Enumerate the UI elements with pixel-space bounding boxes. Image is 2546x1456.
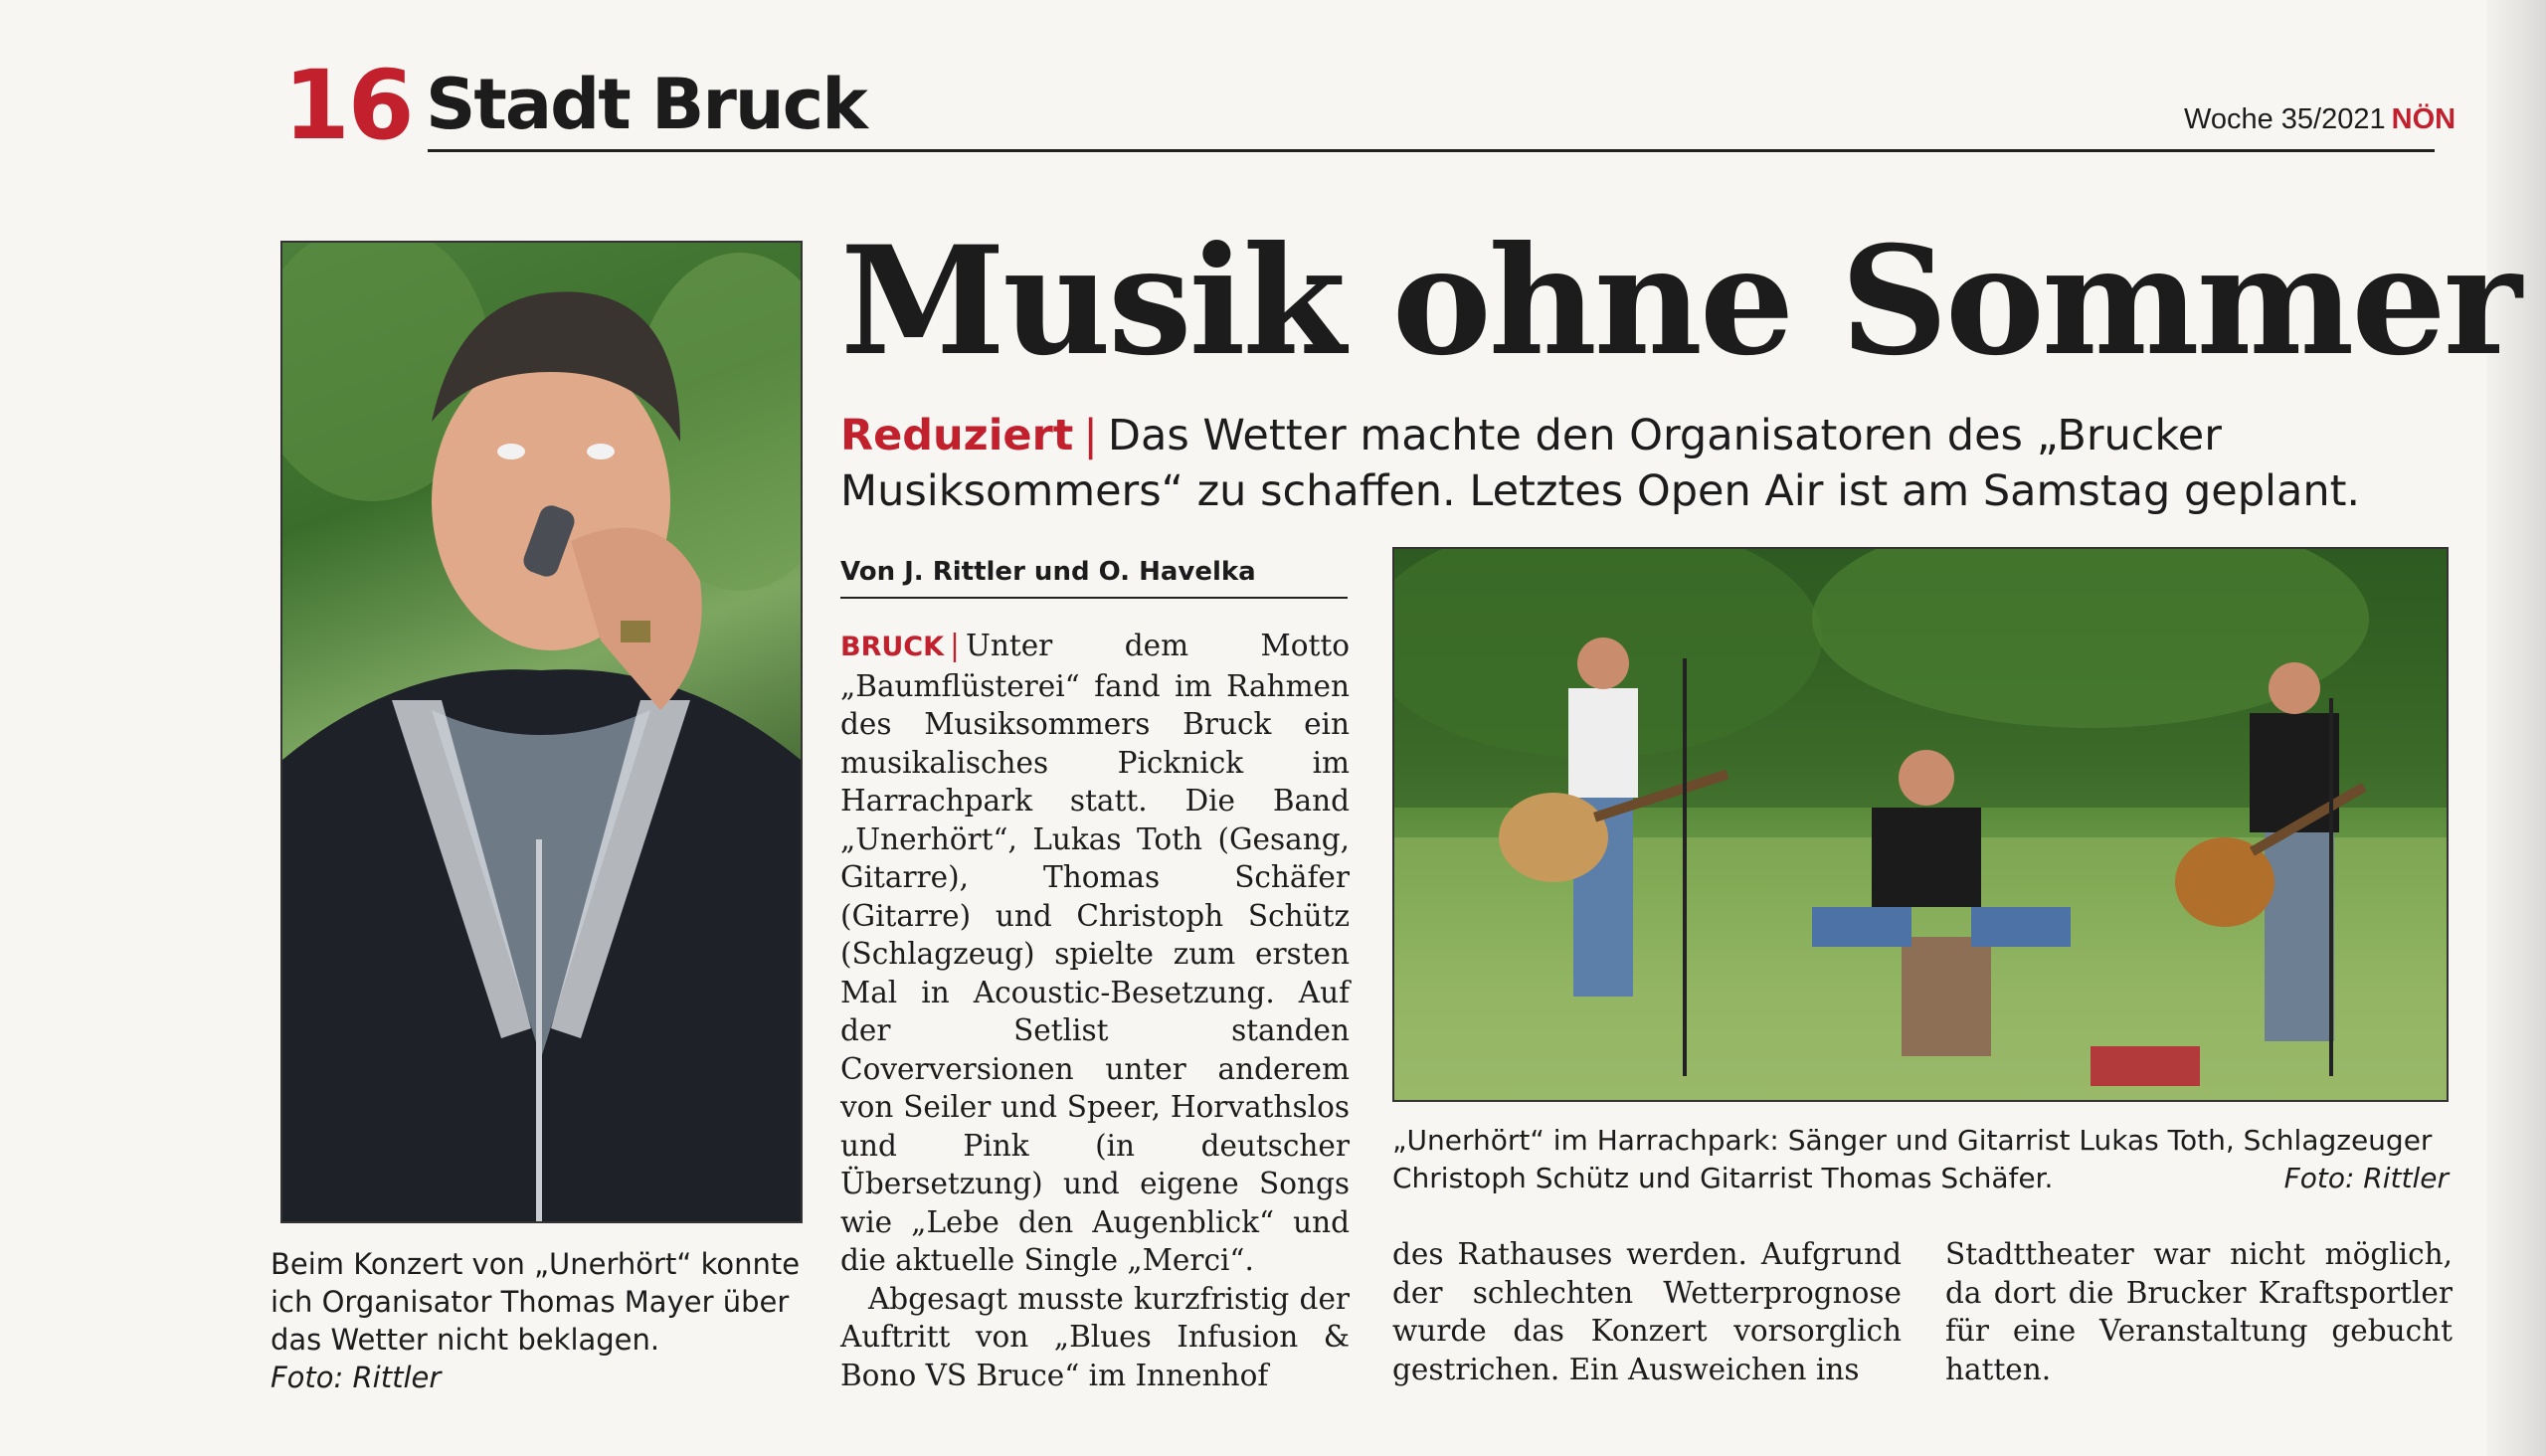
paragraph xyxy=(840,627,1350,1280)
kicker-separator: | xyxy=(1083,411,1098,460)
byline: Von J. Rittler und O. Havelka xyxy=(840,555,1348,599)
photo2-caption xyxy=(1392,1122,2449,1197)
brand-logo: NÖN xyxy=(2391,103,2456,135)
paragraph: Abgesagt musste kurzfristig der Auftritt von „Blues Infusion & Bono VS Bruce“ im Innenhof xyxy=(840,1281,1350,1392)
article-column-2 xyxy=(1392,1235,1902,1388)
headline: Musik ohne Sommer xyxy=(840,214,2519,389)
header-rule xyxy=(428,149,2435,152)
singer-photo xyxy=(280,241,803,1223)
article-deck xyxy=(840,408,2452,519)
deck-text: Das Wetter machte den Organisatoren des „Brucker Musiksommers“ zu schaffen. Letztes Open Air ist am Samstag geplant. xyxy=(840,411,2361,516)
dateline: BRUCK xyxy=(840,632,945,662)
band-photo xyxy=(1392,547,2449,1102)
issue-info xyxy=(2184,105,2455,134)
singer-illustration xyxy=(282,243,801,1221)
caption-text: „Unerhört“ im Harrachpark: Sänger und Gitarrist Lukas Toth, Schlagzeuger Christoph Schütz und Gitarrist Thomas Schäfer. xyxy=(1392,1124,2433,1194)
band-illustration xyxy=(1394,549,2447,1100)
photo-credit: Foto: Rittler xyxy=(2283,1162,2449,1194)
paragraph: des Rathauses werden. Aufgrund der schlechten Wetterprognose wurde das Konzert vorsorglich gestrichen. Ein Ausweichen ins xyxy=(1392,1237,1902,1386)
article-column-3 xyxy=(1945,1235,2453,1388)
kicker: Reduziert xyxy=(840,411,1074,460)
dateline-separator: | xyxy=(950,629,960,662)
paragraph-text: Unter dem Motto „Baumflüsterei“ fand im Rahmen des Musiksommers Bruck ein musikalisches Picknick im Harrachpark statt. Die Band „Unerhört“, Lukas Toth (Gesang, Gitarre), Thomas Schäfer (Gitarre) und Christoph Schütz (Schlagzeug) spielte zum ersten Mal in Acoustic-Besetzung. Auf der Setlist standen Coverversionen unter anderem von Seiler und Speer, Horvathslos und Pink (in deutscher Übersetzung) und eigene Songs wie „Lebe den Augenblick“ und die aktuelle Single „Merci“. xyxy=(840,629,1350,1277)
photo-credit: Foto: Rittler xyxy=(271,1361,442,1394)
article-column-1 xyxy=(840,627,1350,1394)
caption-text: Beim Konzert von „Unerhört“ konnte ich Organisator Thomas Mayer über das Wetter nicht beklagen. xyxy=(271,1247,801,1357)
page-number: 16 xyxy=(283,50,413,161)
issue-week: Woche 35/2021 xyxy=(2184,103,2386,135)
section-title: Stadt Bruck xyxy=(426,64,866,145)
paragraph: Stadttheater war nicht möglich, da dort die Brucker Kraftsportler für eine Veranstaltung gebucht hatten. xyxy=(1945,1237,2453,1386)
photo1-caption xyxy=(271,1245,808,1396)
